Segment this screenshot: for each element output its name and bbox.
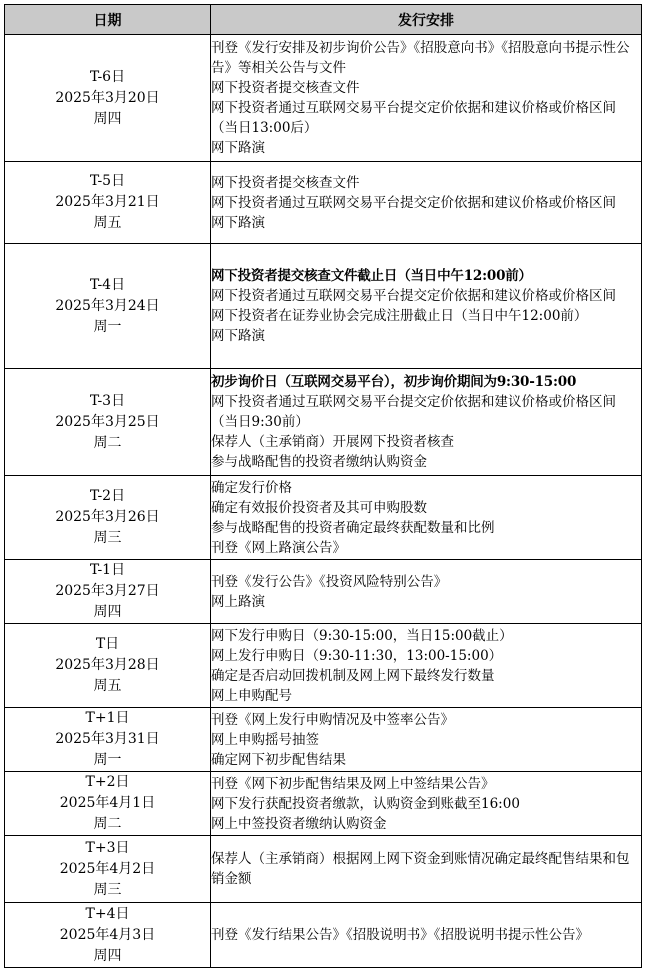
- date-cell: [5, 35, 211, 162]
- table-row: [5, 35, 642, 162]
- arrangement-item: 确定有效报价投资者及其可申购股数: [211, 499, 427, 516]
- calendar-date: 2025年3月21日: [55, 194, 160, 210]
- calendar-date: 2025年4月2日: [59, 860, 156, 877]
- trading-day-label: T+1日: [85, 710, 130, 726]
- arrangement-item: 确定是否启动回拨机制及网上网下最终发行数量: [211, 667, 495, 684]
- arrangement-item: 网下投资者通过互联网交易平台提交定价依据和建议价格或价格区间（当日13:00后）: [211, 100, 616, 136]
- arrangement-cell: [211, 476, 642, 560]
- table-row: [5, 836, 642, 903]
- date-cell: [5, 369, 211, 476]
- arrangement-cell: [211, 369, 642, 476]
- arrangement-item: 保荐人（主承销商）根据网上网下资金到账情况确定最终配售结果和包销金额: [211, 851, 630, 887]
- table-row: [5, 244, 642, 369]
- calendar-date: 2025年3月28日: [55, 657, 160, 673]
- arrangement-item: 保荐人（主承销商）开展网下投资者核查: [211, 434, 454, 450]
- arrangement-item: 刊登《网上路演公告》: [211, 539, 346, 556]
- table-row: [5, 162, 642, 244]
- table-row: [5, 772, 642, 836]
- weekday: 周五: [93, 215, 122, 231]
- weekday: 周二: [93, 816, 122, 832]
- arrangement-cell: [211, 708, 642, 772]
- date-cell: [5, 708, 211, 772]
- arrangement-item: 确定发行价格: [211, 479, 292, 496]
- weekday: 周三: [93, 530, 122, 546]
- calendar-date: 2025年4月1日: [59, 795, 156, 811]
- arrangement-item: 网下路演: [211, 328, 265, 344]
- table-header-row: [5, 5, 642, 35]
- arrangement-column-header: 发行安排: [211, 5, 642, 35]
- calendar-date: 2025年4月3日: [59, 926, 156, 943]
- arrangement-cell: [211, 836, 642, 903]
- weekday: 周四: [93, 947, 122, 964]
- weekday: 周二: [93, 434, 122, 451]
- table-row: [5, 369, 642, 476]
- arrangement-cell: [211, 903, 642, 968]
- weekday: 周四: [93, 604, 122, 620]
- arrangement-item: 刊登《发行安排及初步询价公告》《招股意向书》《招股意向书提示性公告》等相关公告与文件: [211, 40, 630, 76]
- date-cell: [5, 560, 211, 624]
- date-cell: [5, 244, 211, 369]
- arrangement-item: 网上申购配号: [211, 687, 292, 704]
- trading-day-label: T-5日: [89, 173, 126, 189]
- arrangement-item: 网上申购摇号抽签: [211, 731, 319, 748]
- trading-day-label: T-4日: [89, 276, 126, 293]
- arrangement-item: 刊登《网上发行申购情况及中签率公告》: [211, 711, 454, 728]
- table-row: [5, 708, 642, 772]
- date-cell: [5, 476, 211, 560]
- trading-day-label: T-3日: [89, 392, 126, 409]
- arrangement-item: 网下路演: [211, 214, 265, 231]
- arrangement-item: 刊登《发行公告》《投资风险特别公告》: [211, 573, 448, 590]
- arrangement-item: 网上路演: [211, 593, 265, 610]
- arrangement-item: 网上中签投资者缴纳认购资金: [211, 815, 387, 832]
- calendar-date: 2025年3月25日: [55, 413, 160, 430]
- arrangement-item: 网下发行申购日（9:30-15:00，当日15:00截止）: [211, 627, 513, 644]
- date-cell: [5, 836, 211, 903]
- trading-day-label: T+3日: [85, 839, 130, 856]
- calendar-date: 2025年3月27日: [55, 583, 160, 599]
- calendar-date: 2025年3月31日: [55, 731, 160, 747]
- table-row: [5, 624, 642, 708]
- arrangement-item: 确定网下初步配售结果: [211, 751, 346, 768]
- arrangement-item: 网下路演: [211, 140, 265, 156]
- arrangement-cell: [211, 35, 642, 162]
- arrangement-cell: [211, 624, 642, 708]
- arrangement-item: 参与战略配售的投资者缴纳认购资金: [211, 454, 427, 470]
- weekday: 周四: [93, 110, 122, 127]
- trading-day-label: T-1日: [89, 562, 126, 578]
- arrangement-item: 网下投资者通过互联网交易平台提交定价依据和建议价格或价格区间: [211, 288, 616, 304]
- arrangement-item: 参与战略配售的投资者确定最终获配数量和比例: [211, 519, 495, 536]
- arrangement-cell: [211, 560, 642, 624]
- arrangement-item: 网下投资者通过互联网交易平台提交定价依据和建议价格或价格区间（当日9:30前）: [211, 394, 616, 430]
- arrangement-item: 网下发行获配投资者缴款，认购资金到账截至16:00: [211, 795, 520, 812]
- calendar-date: 2025年3月26日: [55, 509, 160, 525]
- trading-day-label: T日: [95, 636, 120, 652]
- arrangement-item: 刊登《发行结果公告》《招股说明书》《招股说明书提示性公告》: [211, 927, 589, 943]
- arrangement-item: 初步询价日（互联网交易平台），初步询价期间为9:30-15:00: [211, 374, 577, 390]
- date-cell: [5, 624, 211, 708]
- date-cell: [5, 903, 211, 968]
- arrangement-cell: [211, 162, 642, 244]
- arrangement-item: 网下投资者在证券业协会完成注册截止日（当日中午12:00前）: [211, 308, 588, 324]
- arrangement-item: 网下投资者提交核查文件: [211, 80, 360, 96]
- date-cell: [5, 162, 211, 244]
- calendar-date: 2025年3月20日: [55, 89, 160, 106]
- trading-day-label: T-6日: [89, 68, 126, 85]
- trading-day-label: T+4日: [85, 905, 130, 922]
- arrangement-item: 刊登《网下初步配售结果及网上中签结果公告》: [211, 775, 495, 792]
- weekday: 周五: [93, 678, 122, 694]
- arrangement-cell: [211, 772, 642, 836]
- table-body: [5, 35, 642, 968]
- date-column-header: 日期: [5, 5, 211, 35]
- table-row: [5, 560, 642, 624]
- date-cell: [5, 772, 211, 836]
- table-row: [5, 476, 642, 560]
- weekday: 周一: [93, 752, 122, 768]
- trading-day-label: T-2日: [89, 488, 126, 504]
- arrangement-item: 网下投资者通过互联网交易平台提交定价依据和建议价格或价格区间: [211, 194, 616, 211]
- table-row: [5, 903, 642, 968]
- calendar-date: 2025年3月24日: [55, 297, 160, 314]
- arrangement-item: 网下投资者提交核查文件截止日（当日中午12:00前）: [211, 268, 532, 284]
- weekday: 周一: [93, 318, 122, 335]
- arrangement-cell: [211, 244, 642, 369]
- weekday: 周三: [93, 881, 122, 898]
- arrangement-item: 网上发行申购日（9:30-11:30，13:00-15:00）: [211, 647, 503, 664]
- arrangement-item: 网下投资者提交核查文件: [211, 174, 360, 191]
- issuance-schedule-table: [4, 4, 642, 968]
- trading-day-label: T+2日: [85, 774, 130, 790]
